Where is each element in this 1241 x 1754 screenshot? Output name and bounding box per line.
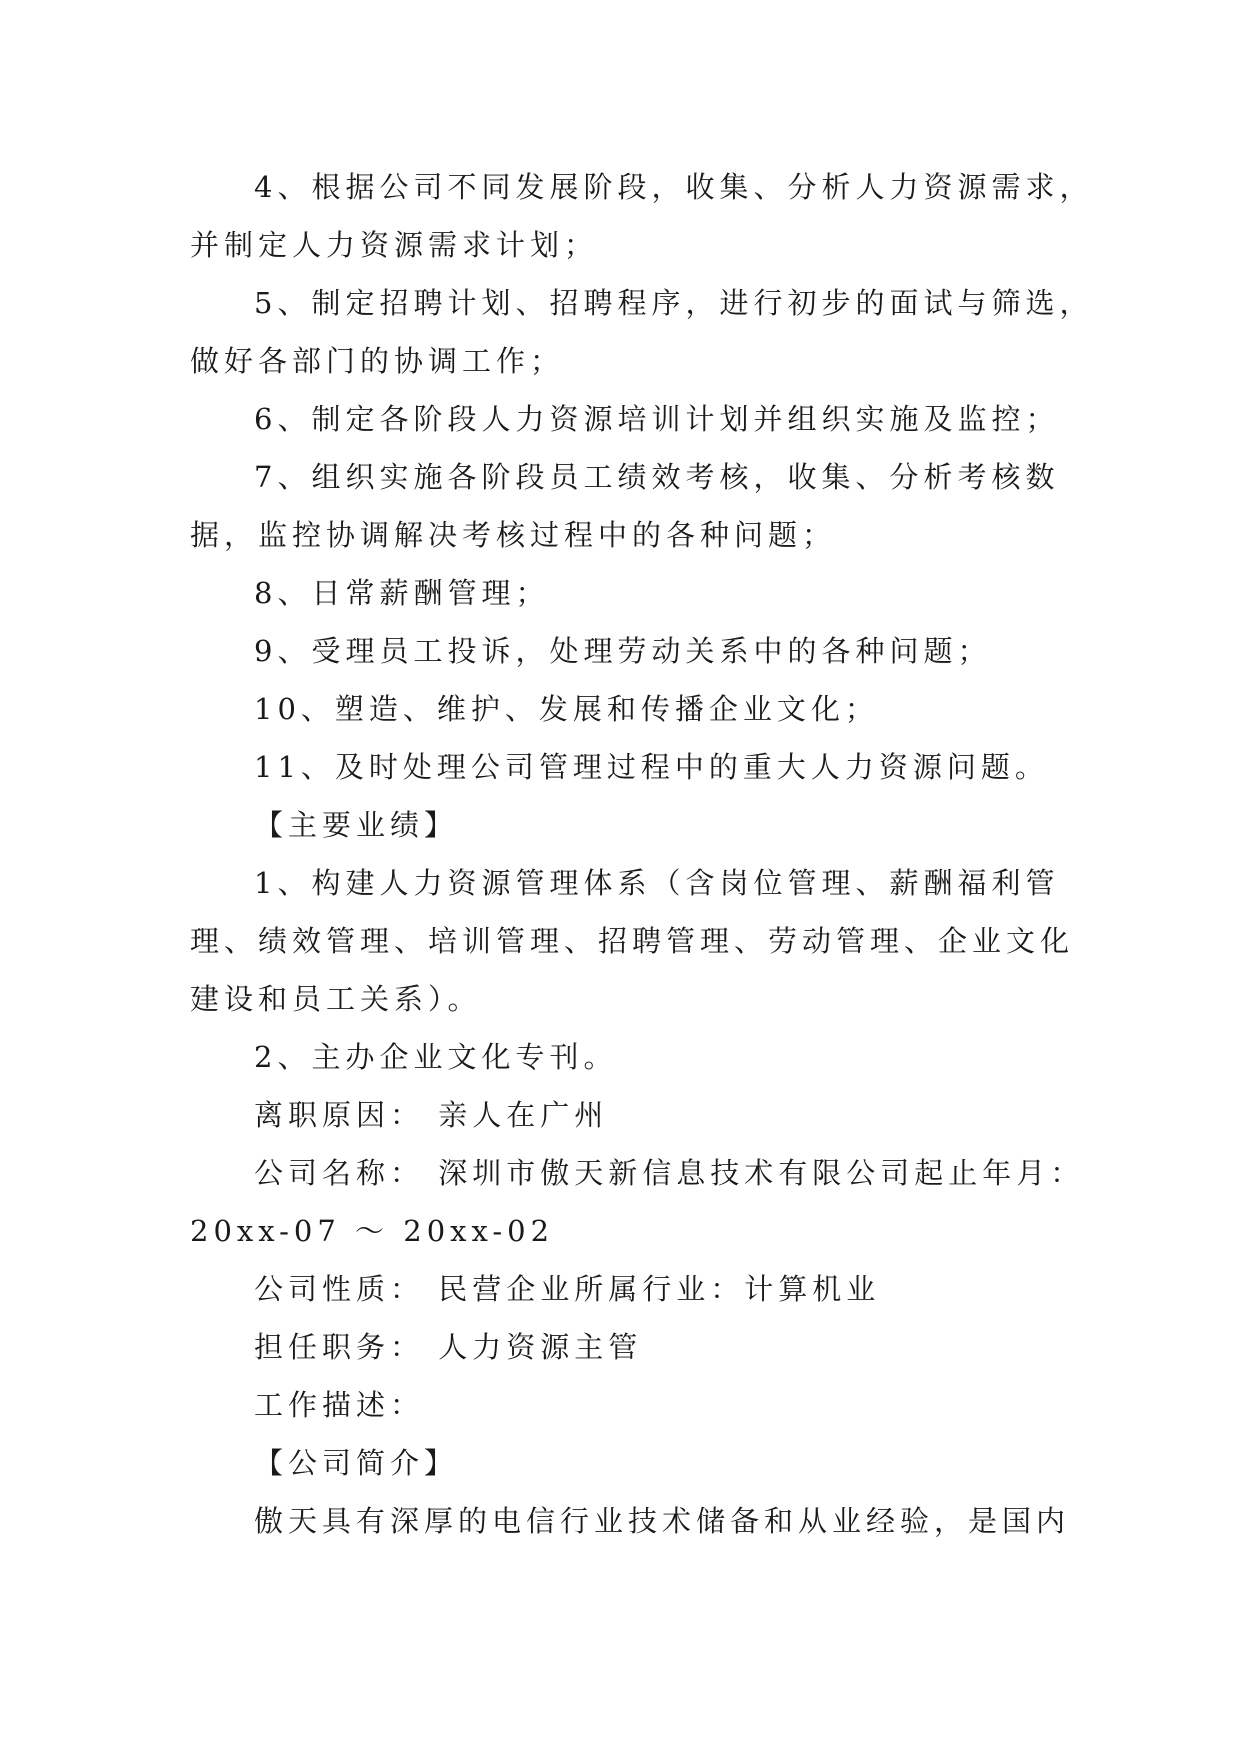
text-line: 建设和员工关系）。 (190, 982, 482, 1016)
text-line: 4、根据公司不同发展阶段，收集、分析人力资源需求， (254, 170, 1094, 204)
text-line: 8、日常薪酬管理； (254, 576, 550, 610)
text-line: 7、组织实施各阶段员工绩效考核，收集、分析考核数 (254, 460, 1060, 494)
text-line: 1、构建人力资源管理体系（含岗位管理、薪酬福利管 (254, 866, 1060, 900)
text-line: 担任职务： 人力资源主管 (254, 1330, 643, 1364)
text-line: 据，监控协调解决考核过程中的各种问题； (190, 518, 837, 552)
paragraph-company-intro (190, 1492, 1070, 1550)
field-company-nature (190, 1260, 1070, 1318)
paragraph-duty-10 (190, 680, 1070, 738)
section-heading-company-intro (190, 1434, 1070, 1492)
text-line: 工作描述： (254, 1388, 425, 1422)
text-line: 并制定人力资源需求计划； (190, 228, 599, 262)
paragraph-duty-6 (190, 390, 1070, 448)
text-line: 【主要业绩】 (254, 808, 459, 842)
text-line: 做好各部门的协调工作； (190, 344, 565, 378)
text-line: 10、塑造、维护、发展和传播企业文化； (254, 692, 879, 726)
paragraph-duty-8 (190, 564, 1070, 622)
text-line: 5、制定招聘计划、招聘程序，进行初步的面试与筛选， (254, 286, 1094, 320)
paragraph-achievement-2 (190, 1028, 1070, 1086)
text-line: 20xx-07 ～ 20xx-02 (190, 1214, 555, 1248)
text-line: 11、及时处理公司管理过程中的重大人力资源问题。 (254, 750, 1049, 784)
section-heading-achievements (190, 796, 1070, 854)
document-body (190, 158, 1094, 1550)
text-line: 6、制定各阶段人力资源培训计划并组织实施及监控； (254, 402, 1060, 436)
text-line: 离职原因： 亲人在广州 (254, 1098, 609, 1132)
paragraph-duty-9 (190, 622, 1070, 680)
paragraph-duty-11 (190, 738, 1070, 796)
field-job-description (190, 1376, 1070, 1434)
text-line: 公司名称： 深圳市傲天新信息技术有限公司起止年月： (254, 1156, 1085, 1190)
field-position (190, 1318, 1070, 1376)
text-line: 理、绩效管理、培训管理、招聘管理、劳动管理、企业文化 (190, 924, 1075, 958)
paragraph-achievement-1 (190, 854, 1075, 1028)
paragraph-duty-4 (190, 158, 1094, 274)
text-line: 公司性质： 民营企业所属行业：计算机业 (254, 1272, 881, 1306)
paragraph-duty-7 (190, 448, 1070, 564)
text-line: 傲天具有深厚的电信行业技术储备和从业经验，是国内 (254, 1504, 1071, 1538)
text-line: 2、主办企业文化专刊。 (254, 1040, 618, 1074)
paragraph-duty-5 (190, 274, 1094, 390)
text-line: 9、受理员工投诉，处理劳动关系中的各种问题； (254, 634, 992, 668)
field-leave-reason (190, 1086, 1070, 1144)
text-line: 【公司简介】 (254, 1446, 459, 1480)
field-company-name (190, 1144, 1085, 1260)
